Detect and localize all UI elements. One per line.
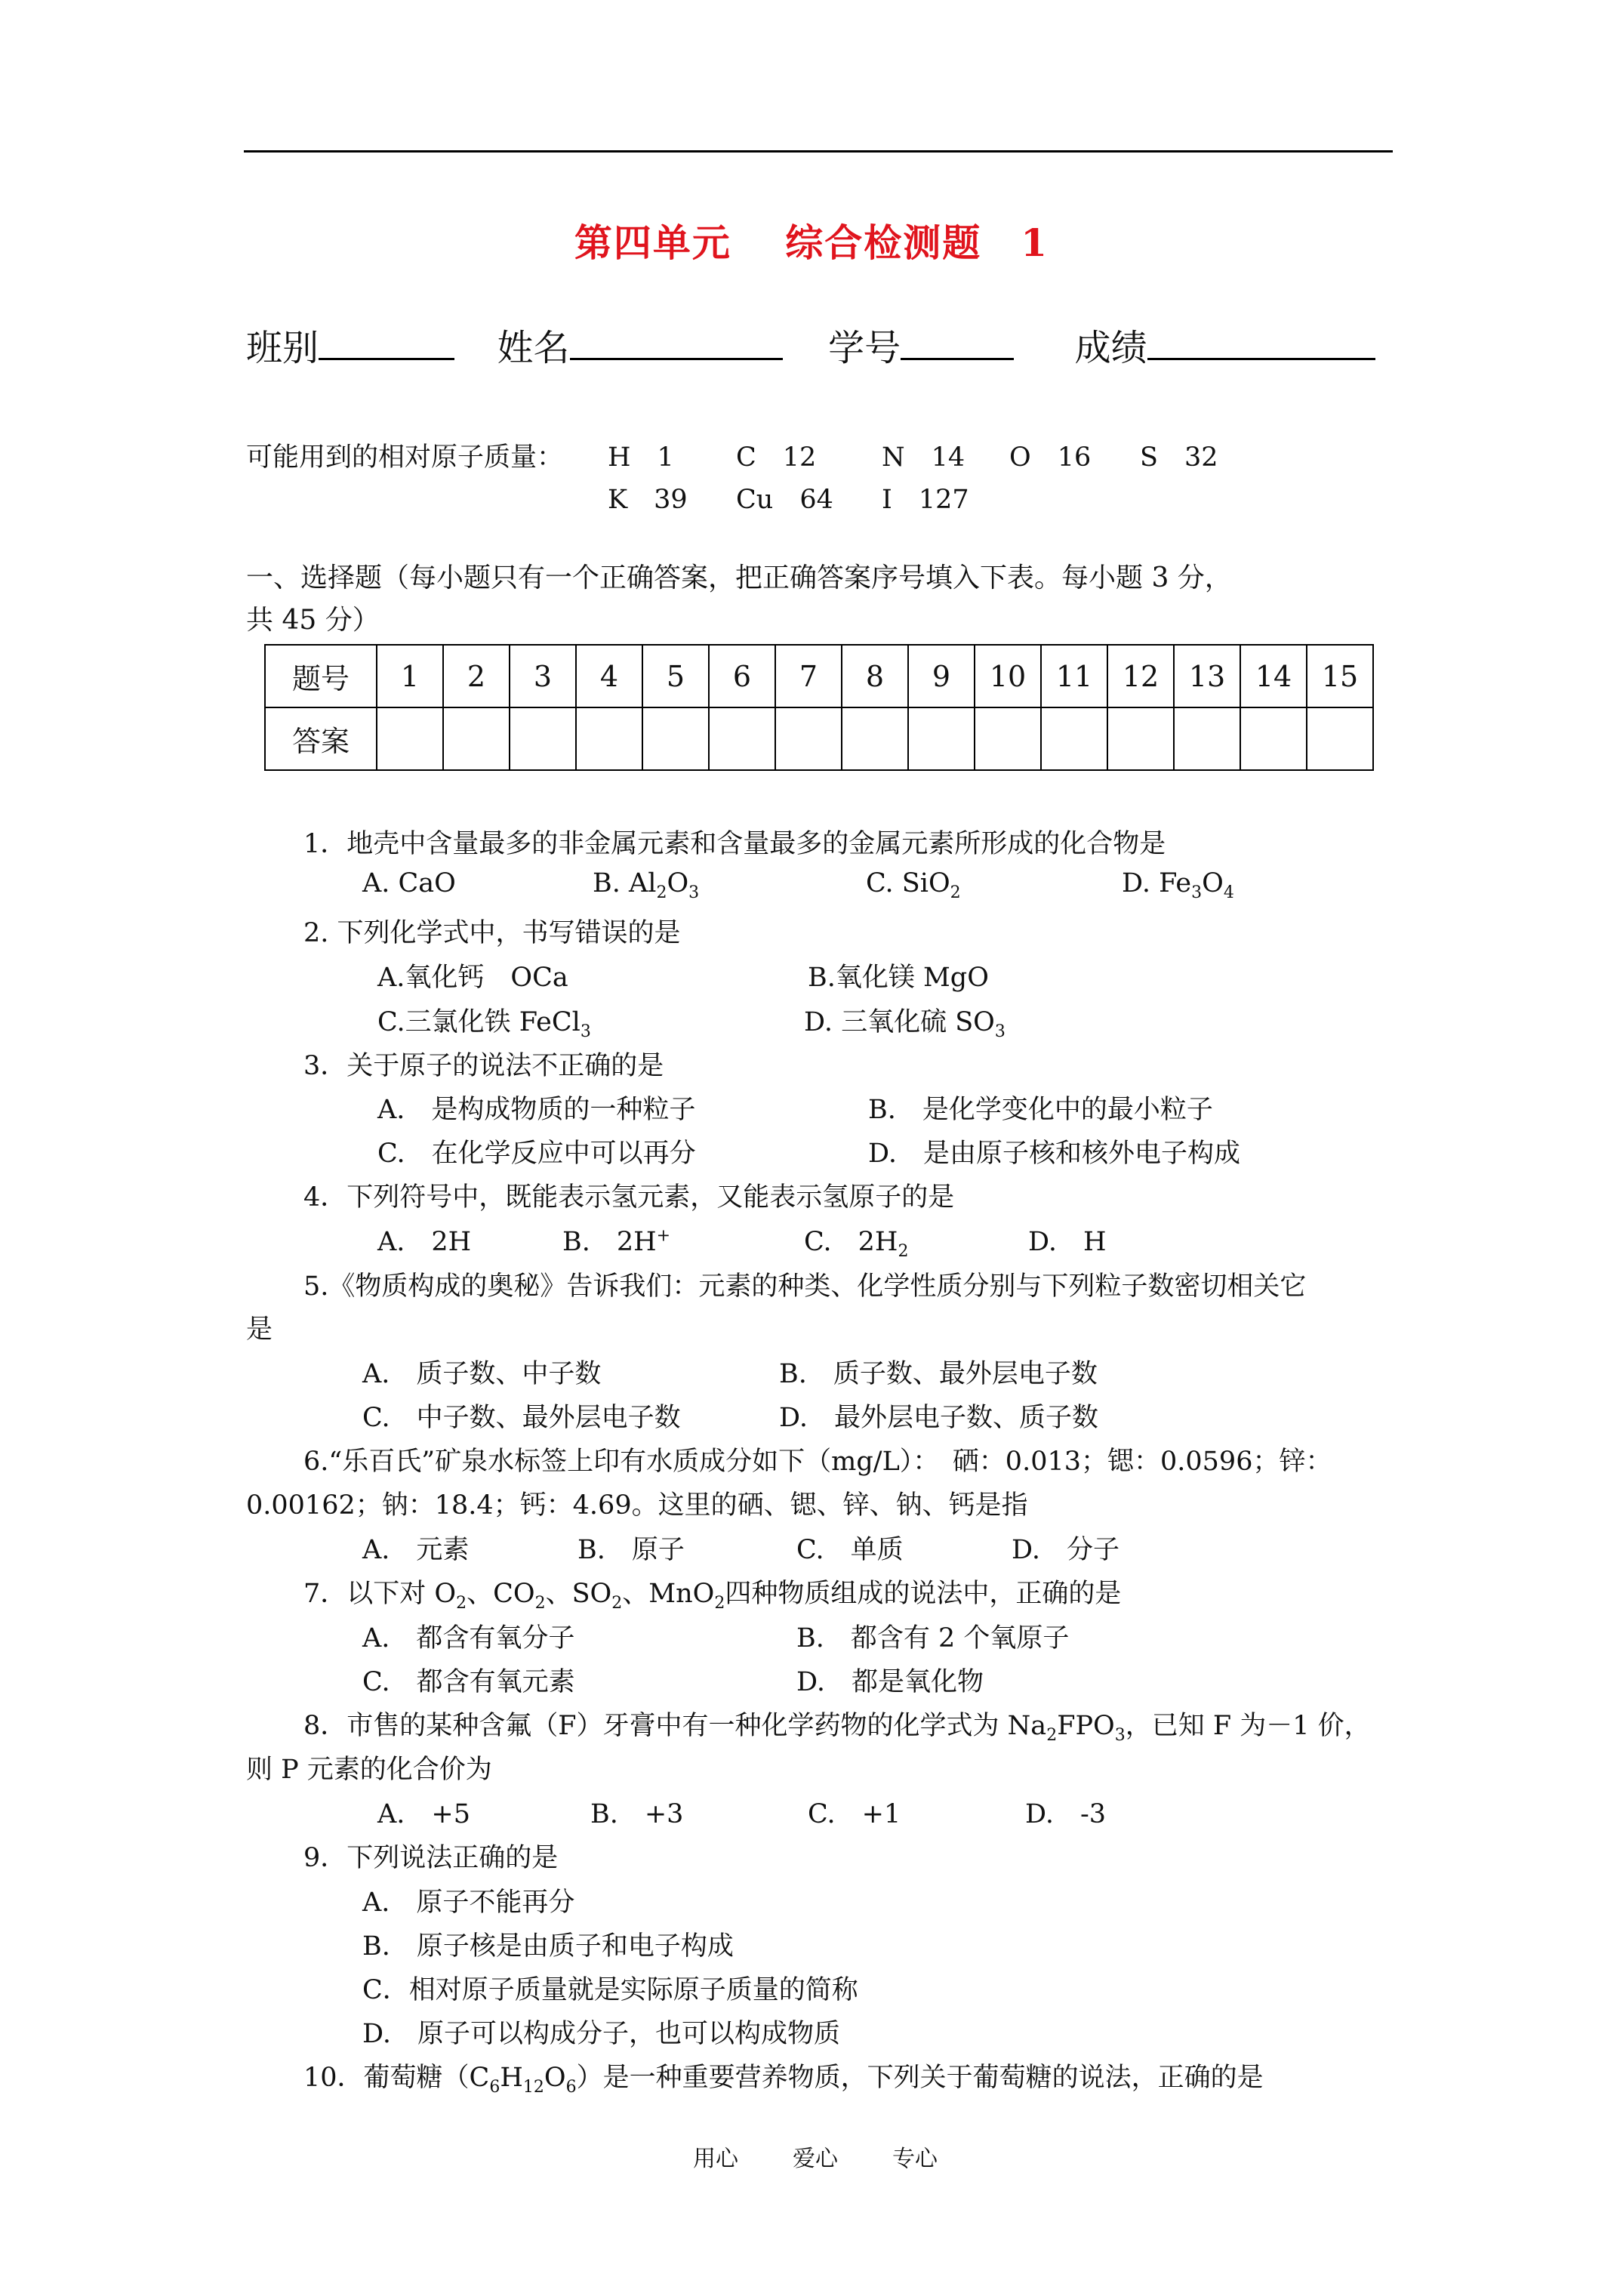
q1-option-c: C. SiO$_2$: [866, 868, 961, 902]
answer-table: [264, 644, 1374, 771]
q3-option-d: D. 是由原子核和核外电子构成: [868, 1139, 1240, 1169]
q5-option-b: B. 质子数、最外层电子数: [779, 1359, 1098, 1389]
page-title: 第四单元 综合检测题 1: [574, 220, 1049, 265]
number-blank[interactable]: [901, 325, 1014, 360]
q5-option-c: C. 中子数、最外层电子数: [362, 1403, 681, 1433]
answer-cell[interactable]: [908, 707, 975, 770]
question-number-cell: 8: [842, 645, 908, 707]
answer-cell[interactable]: [775, 707, 842, 770]
q6-option-b: B. 原子: [577, 1535, 685, 1565]
q4-option-c: C. $2H_2$: [804, 1227, 909, 1261]
row-label: 答案: [265, 707, 377, 770]
q3-option-b: B. 是化学变化中的最小粒子: [868, 1095, 1213, 1125]
q2-option-b: B.氧化镁 MgO: [808, 963, 989, 993]
atomic-mass-item: S 32: [1140, 442, 1218, 473]
q7-option-d: D. 都是氧化物: [796, 1667, 984, 1697]
question-number-cell: 5: [642, 645, 709, 707]
q8-option-a: A. +5: [377, 1799, 470, 1829]
question-number-cell: 14: [1240, 645, 1307, 707]
name-blank[interactable]: [570, 325, 783, 360]
atomic-mass-item: I 127: [882, 485, 969, 515]
answer-cell[interactable]: [576, 707, 642, 770]
question-number-cell: 10: [975, 645, 1041, 707]
question-4-stem: 4．下列符号中，既能表示氢元素，又能表示氢原子的是: [303, 1182, 955, 1213]
q3-option-a: A. 是构成物质的一种粒子: [377, 1095, 696, 1125]
atomic-mass-label: 可能用到的相对原子质量：: [246, 442, 564, 473]
q9-option-a: A. 原子不能再分: [362, 1888, 575, 1918]
answer-cell[interactable]: [377, 707, 443, 770]
answer-cell[interactable]: [1174, 707, 1240, 770]
answer-cell[interactable]: [1107, 707, 1174, 770]
atomic-mass-item: K 39: [608, 485, 688, 515]
question-number-row: [265, 645, 1373, 707]
footer-text: 爱心: [793, 2146, 838, 2172]
row-label: 题号: [265, 645, 377, 707]
question-number-cell: 15: [1307, 645, 1373, 707]
question-2-stem: 2. 下列化学式中，书写错误的是: [303, 918, 681, 948]
atomic-mass-item: Cu 64: [736, 485, 833, 515]
q1-option-a: A. CaO: [362, 868, 456, 898]
answer-cell[interactable]: [975, 707, 1041, 770]
footer-text: 专心: [892, 2146, 938, 2172]
q6-option-a: A. 元素: [362, 1535, 470, 1565]
class-blank[interactable]: [319, 325, 454, 360]
answer-row: [265, 707, 1373, 770]
q2-option-c: C.三氯化铁 FeCl$_3$: [377, 1007, 591, 1041]
atomic-mass-item: O 16: [1009, 442, 1092, 473]
question-7-stem: 7．以下对 $O_2$、$CO_2$、$SO_2$、MnO$_2$四种物质组成的说法中，正确的是: [303, 1579, 1122, 1613]
answer-cell[interactable]: [1307, 707, 1373, 770]
q6-option-c: C. 单质: [796, 1535, 904, 1565]
question-number-cell: 13: [1174, 645, 1240, 707]
q8-option-d: D. -3: [1025, 1799, 1107, 1829]
footer-text: 用心: [693, 2146, 738, 2172]
name-label: 姓名: [497, 327, 570, 369]
question-6-stem-cont: 0.00162；钠：18.4；钙：4.69。这里的硒、锶、锌、钠、钙是指: [246, 1490, 1028, 1521]
question-8-stem-cont: 则 P 元素的化合价为: [246, 1755, 492, 1785]
question-number-cell: 1: [377, 645, 443, 707]
q9-option-c: C．相对原子质量就是实际原子质量的简称: [362, 1975, 858, 2005]
question-9-stem: 9．下列说法正确的是: [303, 1843, 559, 1873]
student-info-row: [246, 319, 1375, 371]
q7-option-b: B. 都含有 2 个氧原子: [796, 1623, 1070, 1653]
atomic-mass-item: C 12: [736, 442, 817, 473]
score-blank[interactable]: [1147, 325, 1375, 360]
question-number-cell: 7: [775, 645, 842, 707]
q2-option-d: D. 三氧化硫 $SO_3$: [804, 1007, 1006, 1041]
q6-option-d: D. 分子: [1012, 1535, 1119, 1565]
q7-option-c: C. 都含有氧元素: [362, 1667, 575, 1697]
q8-option-b: B. +3: [590, 1799, 684, 1829]
q5-option-d: D. 最外层电子数、质子数: [779, 1403, 1098, 1433]
question-number-cell: 9: [908, 645, 975, 707]
q9-option-b: B. 原子核是由质子和电子构成: [362, 1931, 734, 1962]
q3-option-c: C. 在化学反应中可以再分: [377, 1139, 696, 1169]
answer-cell[interactable]: [842, 707, 908, 770]
question-number-cell: 12: [1107, 645, 1174, 707]
question-5-stem-cont: 是: [246, 1314, 273, 1345]
answer-cell[interactable]: [1041, 707, 1107, 770]
question-5-stem: 5.《物质构成的奥秘》告诉我们：元素的种类、化学性质分别与下列粒子数密切相关它: [303, 1271, 1307, 1302]
section-heading-cont: 共 45 分）: [246, 605, 380, 636]
q5-option-a: A. 质子数、中子数: [362, 1359, 602, 1389]
section-heading: 一、选择题（每小题只有一个正确答案，把正确答案序号填入下表。每小题 3 分，: [246, 562, 1232, 593]
q4-option-a: A. 2H: [377, 1227, 472, 1257]
class-label: 班别: [246, 327, 319, 369]
question-number-cell: 2: [443, 645, 510, 707]
score-label: 成绩: [1074, 327, 1147, 369]
atomic-mass-item: N 14: [882, 442, 965, 473]
question-3-stem: 3．关于原子的说法不正确的是: [303, 1051, 664, 1081]
question-8-stem: 8．市售的某种含氟（F）牙膏中有一种化学药物的化学式为 $Na_2FPO_3$，已知 F 为－1 价，: [303, 1711, 1371, 1745]
q9-option-d: D. 原子可以构成分子，也可以构成物质: [362, 2019, 840, 2049]
number-label: 学号: [828, 327, 901, 369]
question-number-cell: 3: [510, 645, 576, 707]
answer-cell[interactable]: [709, 707, 775, 770]
header-rule: [244, 150, 1393, 153]
question-number-cell: 4: [576, 645, 642, 707]
q8-option-c: C. +1: [808, 1799, 901, 1829]
q4-option-d: D. H: [1028, 1227, 1107, 1257]
answer-cell[interactable]: [510, 707, 576, 770]
q4-option-b: B. 2H+: [562, 1226, 671, 1257]
atomic-mass-item: H 1: [608, 442, 674, 473]
q2-option-a: A.氧化钙 OCa: [377, 963, 568, 993]
answer-cell[interactable]: [443, 707, 510, 770]
question-number-cell: 11: [1041, 645, 1107, 707]
question-1-stem: 1．地壳中含量最多的非金属元素和含量最多的金属元素所形成的化合物是: [303, 829, 1166, 859]
answer-cell[interactable]: [642, 707, 709, 770]
q1-option-d: D. $Fe_3O_4$: [1122, 868, 1234, 902]
q1-option-b: B. $Al_2O_3$: [593, 868, 700, 902]
question-6-stem: 6.“乐百氏”矿泉水标签上印有水质成分如下（mg/L）： 硒：0.013；锶：0.0596；锌：: [303, 1447, 1332, 1477]
answer-cell[interactable]: [1240, 707, 1307, 770]
question-number-cell: 6: [709, 645, 775, 707]
question-10-stem: 10．葡萄糖$(C_6H_{12}O_6)$是一种重要营养物质，下列关于葡萄糖的说法，正确的是: [303, 2063, 1264, 2097]
q7-option-a: A. 都含有氧分子: [362, 1623, 575, 1653]
